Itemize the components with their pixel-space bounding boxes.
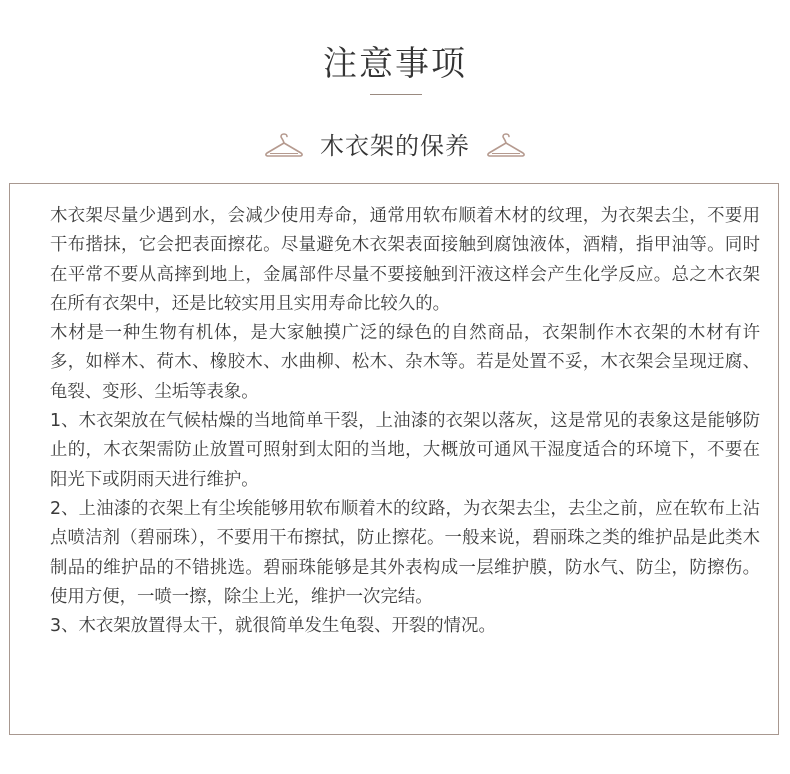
paragraph-tip-3: 3、木衣架放置得太干，就很简单发生龟裂、开裂的情况。 bbox=[50, 616, 496, 637]
paragraph-wood-material: 木材是一种生物有机体，是大家触摸广泛的绿色的自然商品，衣架制作木衣架的木材有许多，如榉木、荷木、橡胶木、水曲柳、松木、杂木等。若是处置不妥，木衣架会呈现迂腐、龟裂、变形、尘垢等表象。 bbox=[50, 323, 760, 402]
paragraph-intro: 木衣架尽量少遇到水，会减少使用寿命，通常用软布顺着木材的纹理，为衣架去尘，不要用干布揩抹，它会把表面擦花。尽量避免木衣架表面接触到腐蚀液体，酒精，指甲油等。同时在平常不要从高摔到地上，金属部件尽量不要接触到汗液这样会产生化学反应。总之木衣架在所有衣架中，还是比较实用且实用寿命比较久的。 bbox=[50, 206, 760, 314]
hanger-icon bbox=[486, 133, 526, 159]
paragraph-tip-2: 2、上油漆的衣架上有尘埃能够用软布顺着木的纹路，为衣架去尘，去尘之前，应在软布上沾点喷洁剂（碧丽珠），不要用干布擦拭，防止擦花。一般来说，碧丽珠之类的维护品是此类木制品的维护品的不错挑选。碧丽珠能够是其外表构成一层维护膜，防水气、防尘，防擦伤。使用方便，一喷一擦，除尘上光，维护一次完结。 bbox=[50, 498, 760, 607]
title-divider bbox=[370, 94, 422, 95]
hanger-icon bbox=[264, 133, 304, 159]
section-heading bbox=[0, 124, 790, 168]
paragraph-list bbox=[50, 202, 760, 641]
paragraph-tip-1: 1、木衣架放在气候枯燥的当地简单干裂，上油漆的衣架以落灰，这是常见的表象这是能够防止的，木衣架需防止放置可照射到太阳的当地，大概放可通风干湿度适合的环境下，不要在阳光下或阴雨天进行维护。 bbox=[50, 411, 760, 490]
section-title: 木衣架的保养 bbox=[320, 132, 470, 160]
page-title: 注意事项 bbox=[323, 44, 467, 84]
content-box bbox=[9, 183, 779, 735]
